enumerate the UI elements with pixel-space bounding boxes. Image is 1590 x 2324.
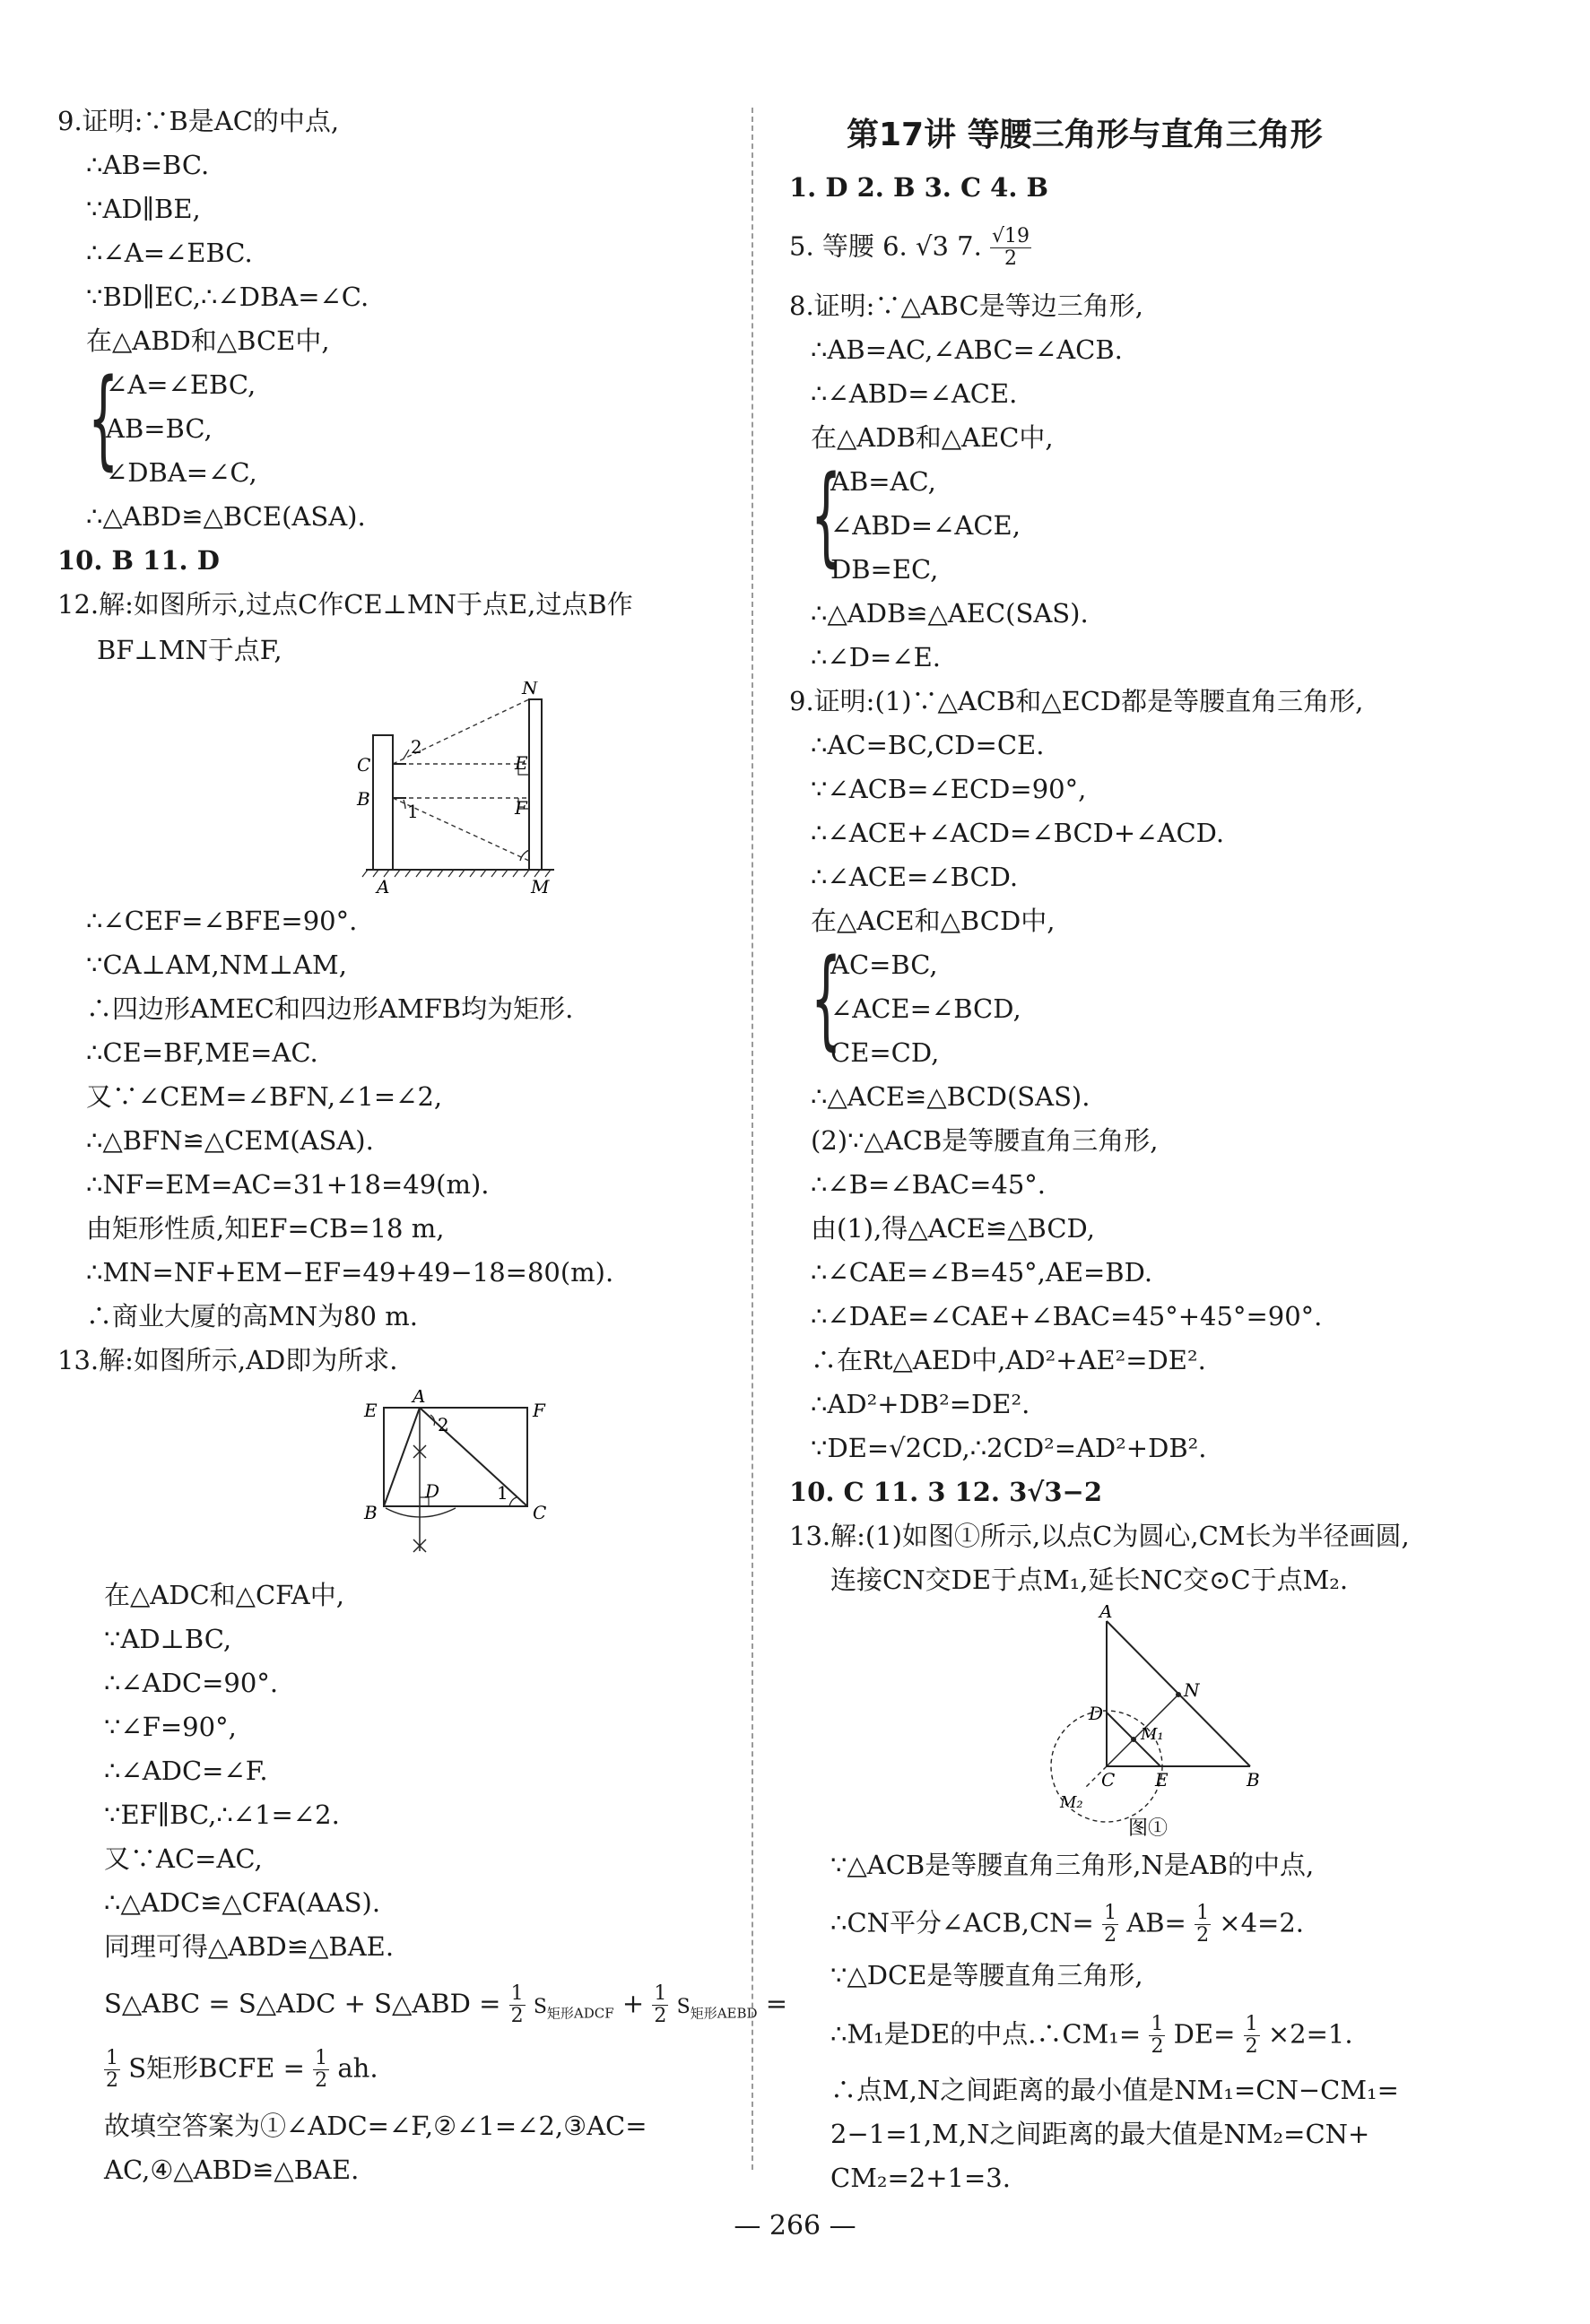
text-line: ∴在Rt△AED中,AD²+AE²=DE². xyxy=(811,1345,1206,1375)
page-number: — 266 — xyxy=(734,2210,856,2242)
label: 2 xyxy=(438,1414,449,1435)
text-line: 在△ADC和△CFA中, xyxy=(104,1580,344,1610)
text-line: ∵CA⊥AM,NM⊥AM, xyxy=(86,950,347,980)
text-line: ∠DBA=∠C, xyxy=(106,457,257,488)
text-line: ∴∠D=∠E. xyxy=(811,642,941,672)
text-line: 13.解:如图所示,AD即为所求. xyxy=(57,1345,398,1375)
text-line: 连接CN交DE于点M₁,延长NC交⊙C于点M₂. xyxy=(830,1565,1349,1595)
text-line: AB=AC, xyxy=(830,466,936,497)
label: F xyxy=(533,1400,545,1421)
label: A xyxy=(413,1390,426,1407)
text-line: 又∵AC=AC, xyxy=(104,1843,263,1874)
text-line: 8.证明:∵△ABC是等边三角形, xyxy=(789,290,1143,321)
text-line: ∴∠CAE=∠B=45°,AE=BD. xyxy=(811,1257,1153,1288)
text-line: ∴∠B=∠BAC=45°. xyxy=(811,1169,1047,1200)
text-line: ∴△BFN≌△CEM(ASA). xyxy=(86,1125,374,1156)
text-line: DB=EC, xyxy=(830,554,939,585)
label: E xyxy=(364,1400,378,1421)
text-line: ∴CE=BF,ME=AC. xyxy=(86,1037,318,1068)
text-line: 在△ACE和△BCD中, xyxy=(811,906,1056,936)
text-line: ∴△ACE≌△BCD(SAS). xyxy=(811,1081,1090,1112)
section-title: 第17讲 等腰三角形与直角三角形 xyxy=(847,117,1323,153)
area-formula-line: S△ABC = S△ADC + S△ABD = $\frac{1}{2}$ $S_{矩形ADCF}$ + $\frac{1}{2}$ $S_{矩形AEBD}$ = xyxy=(104,1982,788,2027)
text-line: ∴∠CEF=∠BFE=90°. xyxy=(86,906,358,936)
fraction: $\frac{√19}{2}$ xyxy=(992,225,1030,270)
label: E xyxy=(515,752,528,774)
text-line: ∴△ADB≌△AEC(SAS). xyxy=(811,598,1089,629)
label: C xyxy=(533,1502,547,1523)
text-line: ∴∠A=∠EBC. xyxy=(86,238,253,268)
label: F xyxy=(515,797,527,819)
text-line: ∴四边形AMEC和四边形AMFB均为矩形. xyxy=(86,993,574,1024)
text-line: ∴∠ADC=90°. xyxy=(104,1668,279,1698)
text-line: 1. D 2. B 3. C 4. B xyxy=(789,172,1049,203)
formula-line: ∴CN平分∠ACB,CN= $\frac{1}{2}$ AB= $\frac{1}{2}$ ×4=2. xyxy=(830,1902,1304,1947)
fraction: $\frac{1}{2}$ xyxy=(1151,2013,1164,2058)
text-line: 9.证明:(1)∵△ACB和△ECD都是等腰直角三角形, xyxy=(789,686,1364,716)
text-line: ∵∠F=90°, xyxy=(104,1712,237,1742)
label: N xyxy=(522,681,538,698)
fraction: $\frac{1}{2}$ xyxy=(1104,1902,1117,1947)
text-line: ∵△DCE是等腰直角三角形, xyxy=(830,1960,1143,1990)
text-line: ∵AD⊥BC, xyxy=(104,1624,232,1654)
label: 1 xyxy=(407,801,419,822)
text-line: ∵DE=√2CD,∴2CD²=AD²+DB². xyxy=(811,1433,1207,1463)
fraction: $\frac{1}{2}$ xyxy=(1245,2013,1258,2058)
text-line: ∴∠ABD=∠ACE. xyxy=(811,378,1018,409)
text-line: CM₂=2+1=3. xyxy=(830,2163,1011,2193)
label: 2 xyxy=(411,736,422,758)
text-line: ∴△ABD≌△BCE(ASA). xyxy=(86,501,366,532)
figure-triangle-circle xyxy=(1035,1605,1286,1847)
text-line: ∴AC=BC,CD=CE. xyxy=(811,730,1045,760)
answer-line: 5. 等腰 6. √3 7. $\frac{√19}{2}$ xyxy=(789,225,1030,270)
text-line: 在△ABD和△BCE中, xyxy=(86,325,330,356)
area-formula-line: $\frac{1}{2}$ S矩形BCFE = $\frac{1}{2}$ ah. xyxy=(106,2047,378,2092)
label: B xyxy=(364,1502,378,1523)
text-line: AC,④△ABD≌△BAE. xyxy=(104,2155,360,2185)
text-line: ∵BD∥EC,∴∠DBA=∠C. xyxy=(86,282,369,312)
figure-building-diagram xyxy=(312,681,581,897)
label: M₁ xyxy=(1141,1725,1164,1744)
text-line: ∴△ADC≌△CFA(AAS). xyxy=(104,1887,381,1918)
figure-rectangle-diagram xyxy=(321,1390,572,1560)
label: E xyxy=(1155,1769,1169,1791)
text-line: ∠ABD=∠ACE, xyxy=(830,510,1021,541)
fraction: $\frac{1}{2}$ xyxy=(654,1982,667,2027)
text-line: 9.证明:∵B是AC的中点, xyxy=(57,106,340,136)
label: D xyxy=(425,1480,440,1502)
text-line: ∵EF∥BC,∴∠1=∠2. xyxy=(104,1799,340,1830)
formula-line: ∴M₁是DE的中点.∴CM₁= $\frac{1}{2}$ DE= $\frac{1}{2}$ ×2=1. xyxy=(830,2013,1353,2058)
label: A xyxy=(1099,1605,1113,1622)
text-line: 13.解:(1)如图①所示,以点C为圆心,CM长为半径画圆, xyxy=(789,1521,1410,1551)
text-line: 10. C 11. 3 12. 3√3−2 xyxy=(789,1477,1102,1507)
text-line: 又∵∠CEM=∠BFN,∠1=∠2, xyxy=(86,1081,443,1112)
text-line: ∴∠ADC=∠F. xyxy=(104,1756,268,1786)
brace-symbol: { xyxy=(88,357,119,481)
text-line: 由矩形性质,知EF=CB=18 m, xyxy=(86,1213,445,1244)
figure-caption: 图① xyxy=(1128,1817,1169,1840)
text-line: 12.解:如图所示,过点C作CE⊥MN于点E,过点B作 xyxy=(57,589,633,620)
label: 1 xyxy=(497,1482,508,1504)
label: M xyxy=(531,876,550,897)
text-line: ∴AB=AC,∠ABC=∠ACB. xyxy=(811,334,1123,365)
text-line: 故填空答案为①∠ADC=∠F,②∠1=∠2,③AC= xyxy=(104,2111,647,2141)
text-line: ∴NF=EM=AC=31+18=49(m). xyxy=(86,1169,490,1200)
label: C xyxy=(357,754,371,776)
text-line: 在△ADB和△AEC中, xyxy=(811,422,1054,453)
text-line: ∴商业大厦的高MN为80 m. xyxy=(86,1301,418,1331)
label: B xyxy=(1247,1769,1260,1791)
text-line: ∴AD²+DB²=DE². xyxy=(811,1389,1030,1419)
text-line: AC=BC, xyxy=(830,950,938,980)
label: B xyxy=(357,788,370,810)
fraction: $\frac{1}{2}$ xyxy=(510,1982,524,2027)
label: D xyxy=(1089,1703,1104,1724)
fraction: $\frac{1}{2}$ xyxy=(315,2047,328,2092)
brace-symbol: { xyxy=(811,454,842,578)
column-divider xyxy=(752,108,753,2170)
text-line: ∴∠ACE=∠BCD. xyxy=(811,862,1019,892)
label: C xyxy=(1101,1769,1116,1791)
text-line: 10. B 11. D xyxy=(57,545,220,576)
brace-symbol: { xyxy=(811,937,842,1062)
text-line: CE=CD, xyxy=(830,1037,940,1068)
text-line: ∠ACE=∠BCD, xyxy=(830,993,1021,1024)
text-line: 由(1),得△ACE≌△BCD, xyxy=(811,1213,1095,1244)
label: N xyxy=(1184,1679,1200,1701)
text-line: AB=BC, xyxy=(106,413,213,444)
text-line: ∴∠ACE+∠ACD=∠BCD+∠ACD. xyxy=(811,818,1225,848)
label: M₂ xyxy=(1060,1793,1083,1812)
text-line: 2−1=1,M,N之间距离的最大值是NM₂=CN+ xyxy=(830,2119,1370,2149)
label: A xyxy=(377,876,390,897)
text-line: ∠A=∠EBC, xyxy=(106,369,256,400)
fraction: $\frac{1}{2}$ xyxy=(1196,1902,1210,1947)
text-line: ∴点M,N之间距离的最小值是NM₁=CN−CM₁= xyxy=(830,2075,1399,2105)
text-line: ∵∠ACB=∠ECD=90°, xyxy=(811,774,1087,804)
text-line: ∵AD∥BE, xyxy=(86,194,201,224)
text-line: (2)∵△ACB是等腰直角三角形, xyxy=(811,1125,1159,1156)
fraction: $\frac{1}{2}$ xyxy=(106,2047,118,2092)
text-line: ∴MN=NF+EM−EF=49+49−18=80(m). xyxy=(86,1257,614,1288)
text-line: 同理可得△ABD≌△BAE. xyxy=(104,1931,395,1962)
text-line: ∴∠DAE=∠CAE+∠BAC=45°+45°=90°. xyxy=(811,1301,1323,1331)
text-line: ∵△ACB是等腰直角三角形,N是AB的中点, xyxy=(830,1850,1315,1880)
text-line: ∴AB=BC. xyxy=(86,150,210,180)
text-line: BF⊥MN于点F, xyxy=(97,635,282,665)
